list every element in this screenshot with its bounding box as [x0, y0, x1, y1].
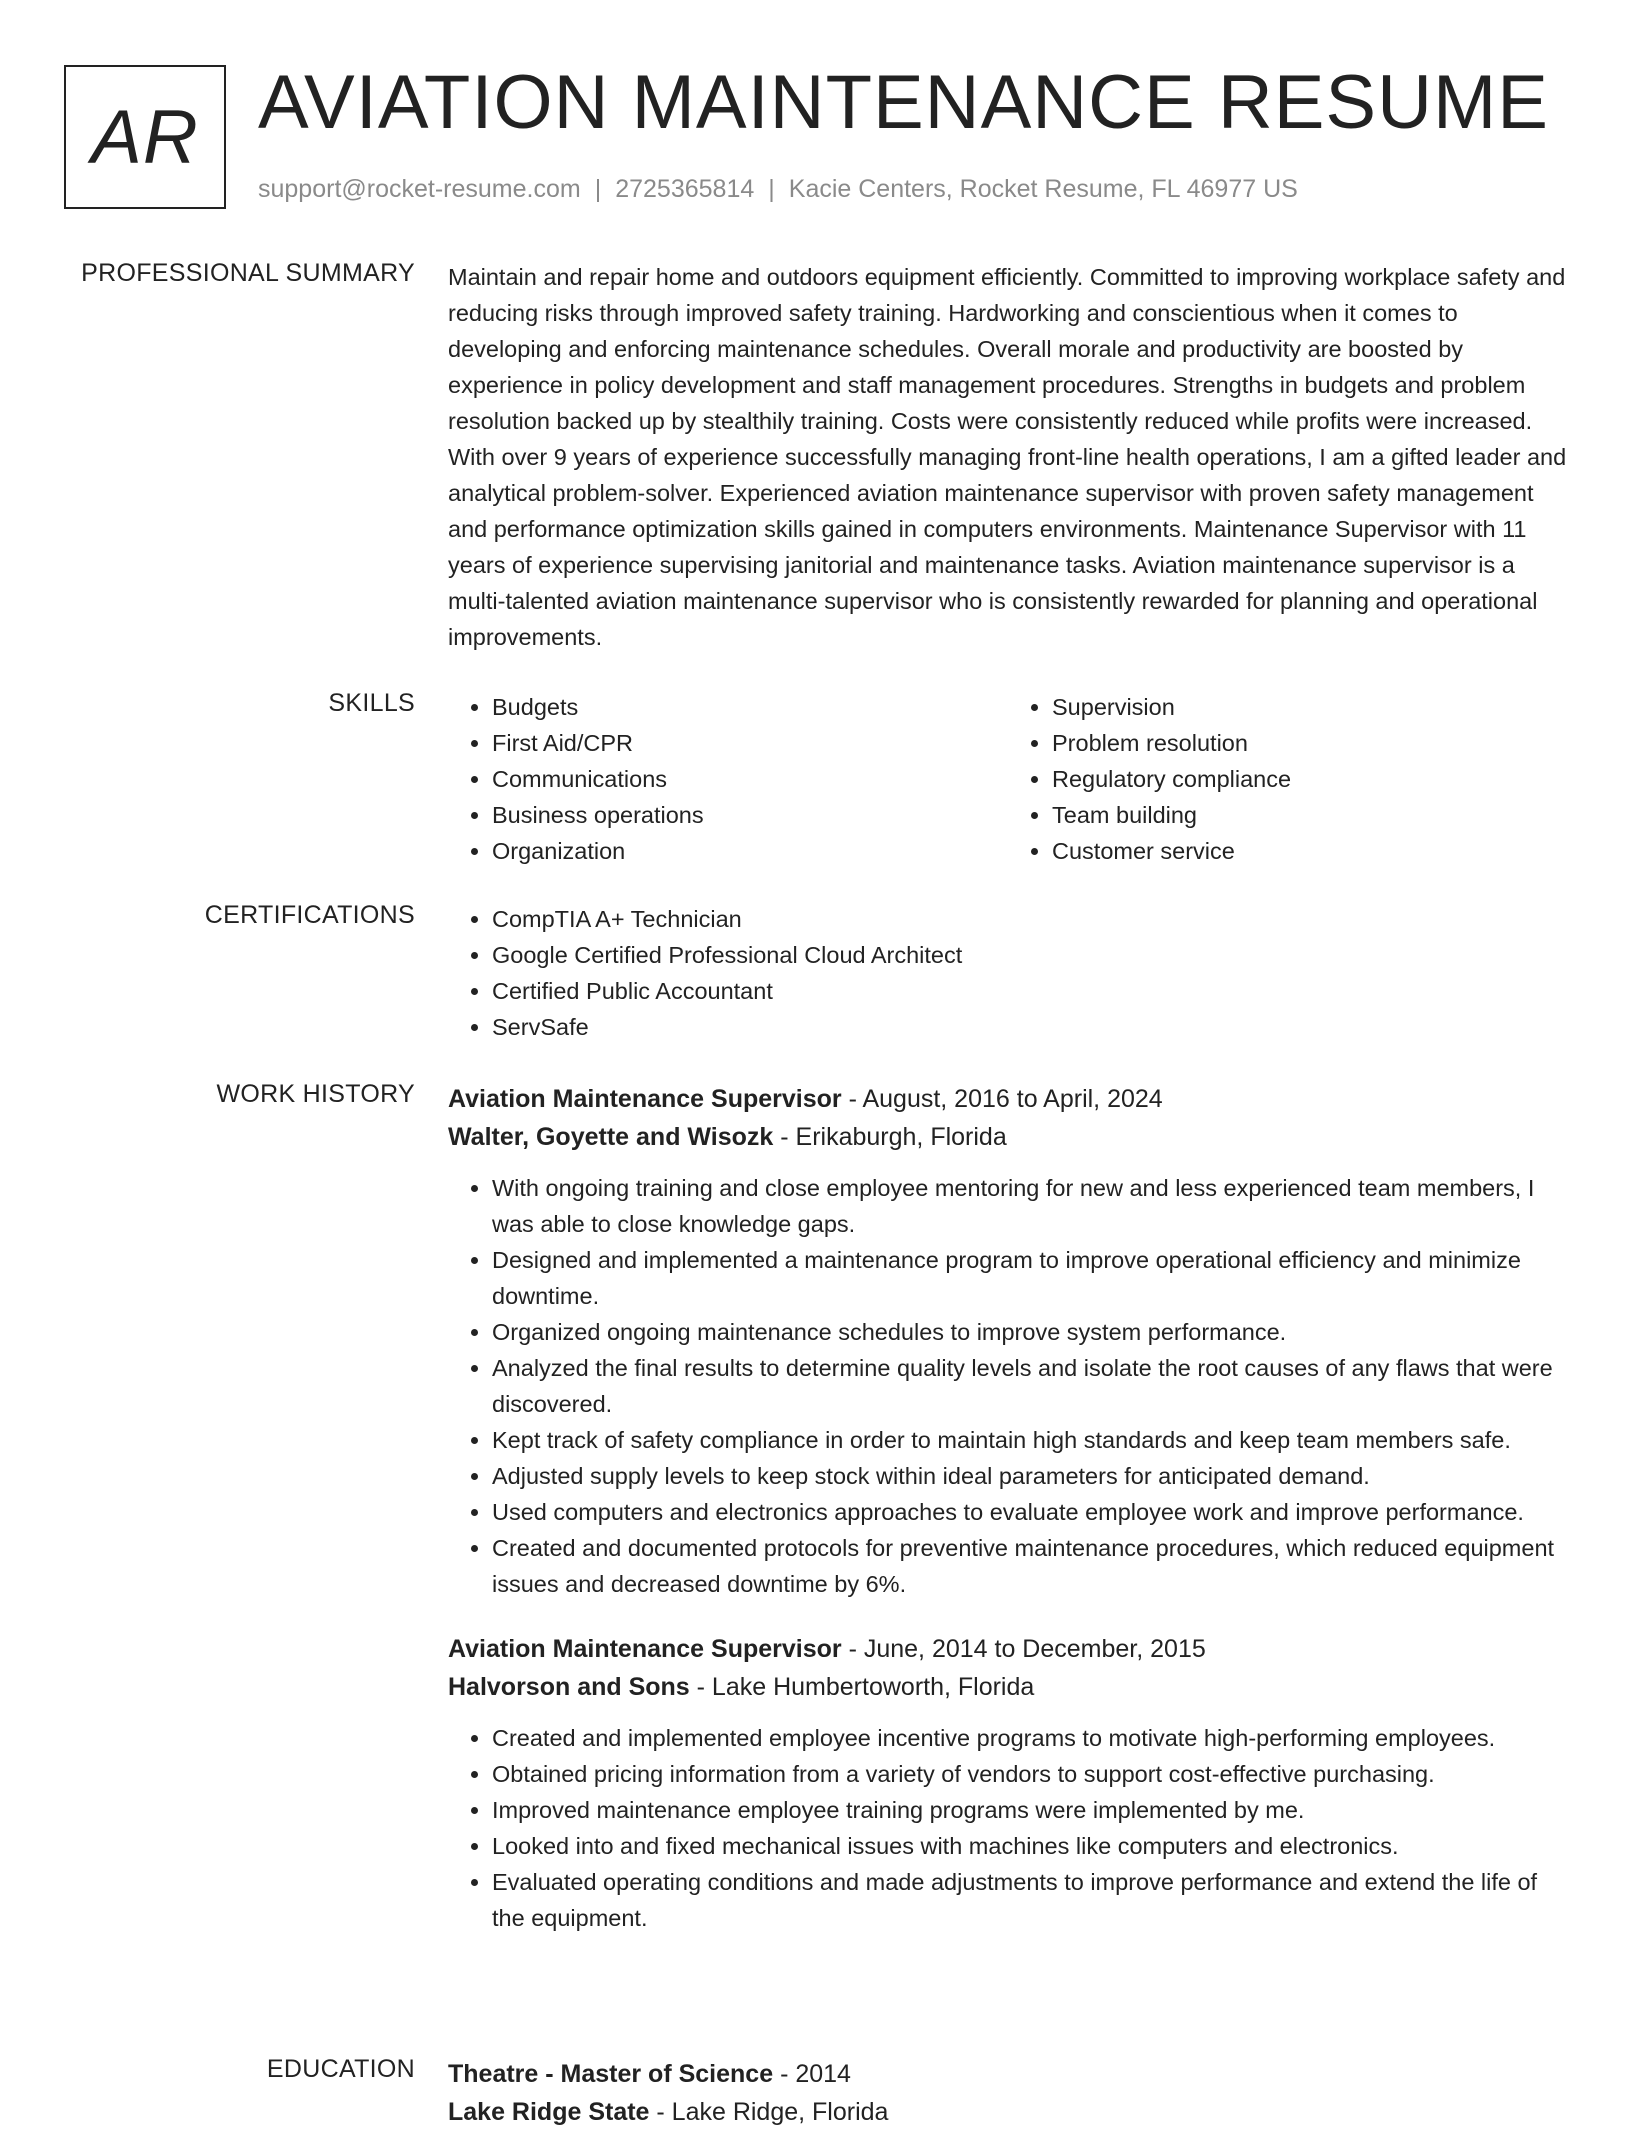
- skill-item: • Customer service: [1052, 833, 1568, 869]
- skill-item: • Regulatory compliance: [1052, 761, 1568, 797]
- education-degree: Theatre - Master of Science: [448, 2060, 774, 2088]
- skill-item: • Organization: [492, 833, 1008, 869]
- job-entry: [448, 1630, 1568, 1936]
- certification-item: • CompTIA A+ Technician: [492, 901, 1568, 937]
- job-title: Aviation Maintenance Supervisor: [448, 1635, 842, 1663]
- job-title: Aviation Maintenance Supervisor: [448, 1085, 842, 1113]
- contact-address: Kacie Centers, Rocket Resume, FL 46977 US: [788, 175, 1298, 203]
- job-dates: - June, 2014 to December, 2015: [841, 1635, 1206, 1663]
- contact-email[interactable]: support@rocket-resume.com: [258, 175, 581, 203]
- job-location: - Erikaburgh, Florida: [773, 1123, 1007, 1151]
- contact-separator: |: [768, 175, 775, 203]
- skills-list-left: [448, 689, 1008, 869]
- contact-phone[interactable]: 2725365814: [615, 175, 755, 203]
- skill-item: • First Aid/CPR: [492, 725, 1008, 761]
- education-school-line: [448, 2093, 1568, 2131]
- education-location: - Lake Ridge, Florida: [649, 2098, 889, 2126]
- resume-header: [64, 60, 1592, 225]
- job-bullet: • Used computers and electronics approaches to evaluate employee work and improve performance.: [492, 1494, 1568, 1530]
- skill-item: • Communications: [492, 761, 1008, 797]
- section-label-skills: SKILLS: [328, 689, 415, 717]
- education-year: - 2014: [773, 2060, 851, 2088]
- job-bullet: • Looked into and fixed mechanical issues with machines like computers and electronics.: [492, 1828, 1568, 1864]
- skill-item: • Business operations: [492, 797, 1008, 833]
- skill-item: • Team building: [1052, 797, 1568, 833]
- job-bullet: • Created and implemented employee incentive programs to motivate high-performing employees.: [492, 1720, 1568, 1756]
- job-bullet: • Organized ongoing maintenance schedules to improve system performance.: [492, 1314, 1568, 1350]
- summary-text: Maintain and repair home and outdoors equipment efficiently. Committed to improving workplace safety and reducing risks through improved safety training. Hardworking and conscientious when it comes to developing and enforcing maintenance schedules. Overall morale and productivity are boosted by experience in policy development and staff management procedures. Strengths in budgets and problem resolution backed up by stealthily training. Costs were consistently reduced while profits were increased. With over 9 years of experience successfully managing front-line health operations, I am a gifted leader and analytical problem-solver. Experienced aviation maintenance supervisor with proven safety management and performance optimization skills gained in computers environments. Maintenance Supervisor with 11 years of experience supervising janitorial and maintenance tasks. Aviation maintenance supervisor is a multi-talented aviation maintenance supervisor who is consistently rewarded for planning and operational improvements.: [448, 264, 1567, 650]
- job-bullet: • Designed and implemented a maintenance program to improve operational efficiency and minimize downtime.: [492, 1242, 1568, 1314]
- education-body: [448, 2055, 1568, 2145]
- job-bullet: • Created and documented protocols for preventive maintenance procedures, which reduced equipment issues and decreased downtime by 6%.: [492, 1530, 1568, 1602]
- job-company: Halvorson and Sons: [448, 1673, 690, 1701]
- job-title-line: [448, 1630, 1568, 1668]
- skill-item: • Supervision: [1052, 689, 1568, 725]
- job-bullet: • Analyzed the final results to determine quality levels and isolate the root causes of any flaws that were discovered.: [492, 1350, 1568, 1422]
- section-label-education: EDUCATION: [266, 2055, 415, 2083]
- certification-item: • Google Certified Professional Cloud Architect: [492, 937, 1568, 973]
- job-bullet: • Kept track of safety compliance in order to maintain high standards and keep team members safe.: [492, 1422, 1568, 1458]
- certification-item: • Certified Public Accountant: [492, 973, 1568, 1009]
- education-school: Lake Ridge State: [448, 2098, 650, 2126]
- resume-title: AVIATION MAINTENANCE RESUME: [258, 60, 1549, 145]
- job-company-line: [448, 1668, 1568, 1706]
- job-dates: - August, 2016 to April, 2024: [841, 1085, 1163, 1113]
- job-title-line: [448, 1080, 1568, 1118]
- job-company-line: [448, 1118, 1568, 1156]
- job-bullet: • Adjusted supply levels to keep stock within ideal parameters for anticipated demand.: [492, 1458, 1568, 1494]
- job-entry: [448, 1080, 1568, 1602]
- monogram-logo: AR: [64, 65, 226, 209]
- skill-item: • Problem resolution: [1052, 725, 1568, 761]
- certifications-body: [448, 901, 1568, 1045]
- section-label-certifications: CERTIFICATIONS: [204, 901, 415, 929]
- work-body: [448, 1080, 1568, 1964]
- education-degree-line: [448, 2055, 1568, 2093]
- job-location: - Lake Humbertoworth, Florida: [689, 1673, 1035, 1701]
- job-company: Walter, Goyette and Wisozk: [448, 1123, 774, 1151]
- job-bullets: [448, 1720, 1568, 1936]
- skills-body: [448, 689, 1568, 869]
- job-bullet: • With ongoing training and close employee mentoring for new and less experienced team members, I was able to close knowledge gaps.: [492, 1170, 1568, 1242]
- certifications-list: [448, 901, 1568, 1045]
- contact-separator: |: [594, 175, 602, 203]
- summary-body: [448, 259, 1568, 655]
- job-bullet: • Evaluated operating conditions and made adjustments to improve performance and extend the life of the equipment.: [492, 1864, 1568, 1936]
- contact-line: [258, 175, 1298, 204]
- section-label-summary: PROFESSIONAL SUMMARY: [81, 259, 415, 287]
- skill-item: • Budgets: [492, 689, 1008, 725]
- skills-list-right: [1008, 689, 1568, 869]
- job-bullet: • Obtained pricing information from a variety of vendors to support cost-effective purchasing.: [492, 1756, 1568, 1792]
- job-bullet: • Improved maintenance employee training programs were implemented by me.: [492, 1792, 1568, 1828]
- section-label-work: WORK HISTORY: [216, 1080, 415, 1108]
- certification-item: • ServSafe: [492, 1009, 1568, 1045]
- job-bullets: [448, 1170, 1568, 1602]
